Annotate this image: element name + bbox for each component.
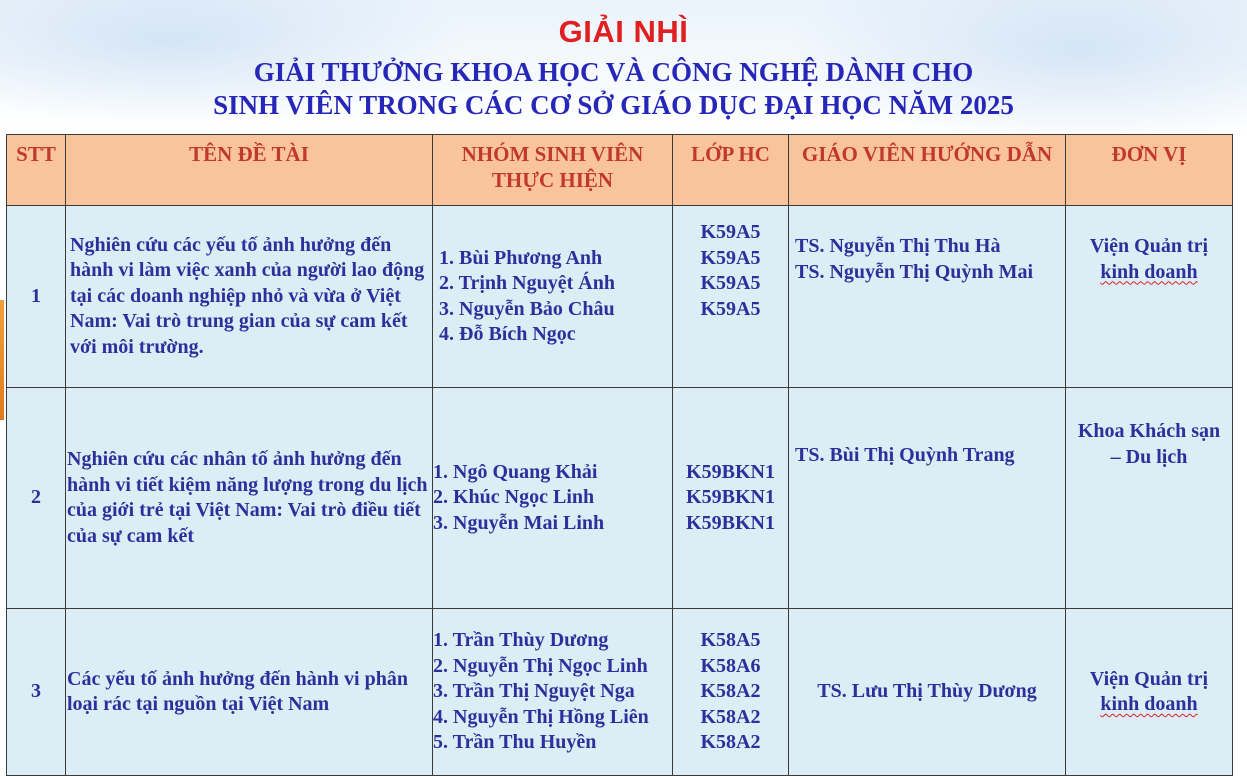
row-advisors	[789, 609, 1066, 776]
table-row	[7, 609, 1233, 776]
student-name: 2. Nguyễn Thị Ngọc Linh	[433, 654, 648, 677]
class-code: K58A6	[700, 654, 761, 677]
student-name: 3. Trần Thị Nguyệt Nga	[433, 680, 635, 703]
header-topic: TÊN ĐỀ TÀI	[66, 135, 433, 206]
row-students	[433, 609, 673, 776]
advisor-name: TS. Nguyễn Thị Thu Hà	[795, 235, 1001, 257]
row-students	[433, 206, 673, 388]
class-code: K58A5	[700, 629, 761, 652]
row-stt: 1	[7, 206, 66, 388]
student-name: 3. Nguyễn Mai Linh	[433, 511, 605, 534]
row-students	[433, 388, 673, 609]
header-group-line-1: NHÓM SINH VIÊN	[461, 142, 644, 166]
unit-line-1: Viện Quản trị	[1089, 667, 1209, 690]
row-advisors	[789, 206, 1066, 388]
student-name: 1. Trần Thùy Dương	[433, 629, 609, 652]
class-code: K58A2	[700, 680, 761, 703]
prize-title: GIẢI NHÌ	[558, 14, 689, 49]
header-group-line-2: THỰC HIỆN	[491, 168, 614, 192]
class-code: K58A2	[700, 705, 761, 728]
advisor-name: TS. Lưu Thị Thùy Dương	[817, 680, 1037, 703]
orange-edge-accent	[0, 300, 4, 420]
advisor-name: TS. Bùi Thị Quỳnh Trang	[795, 444, 1015, 466]
award-heading-line-2: SINH VIÊN TRONG CÁC CƠ SỞ GIÁO DỤC ĐẠI HỌC NĂM 2025	[213, 90, 1014, 120]
unit-line-1	[1066, 234, 1232, 260]
student-name: 1. Bùi Phương Anh	[439, 246, 603, 269]
row-stt: 2	[7, 388, 66, 609]
row-classes	[673, 388, 789, 609]
header-student-group	[433, 135, 673, 206]
header-stt: STT	[7, 135, 66, 206]
row-unit	[1066, 206, 1233, 388]
row-unit	[1066, 388, 1233, 609]
row-classes	[673, 206, 789, 388]
class-code: K59A5	[700, 221, 761, 243]
class-code: K59BKN1	[686, 511, 775, 534]
table-row	[7, 206, 1233, 388]
class-code: K59BKN1	[686, 486, 775, 509]
student-name: 1. Ngô Quang Khải	[433, 460, 598, 483]
row-topic: Các yếu tố ảnh hưởng đến hành vi phân loại rác tại nguồn tại Việt Nam	[66, 609, 433, 776]
unit-line-2: kinh doanh	[1100, 693, 1198, 715]
student-name: 2. Khúc Ngọc Linh	[433, 486, 595, 509]
class-code: K58A2	[700, 731, 761, 754]
row-stt: 3	[7, 609, 66, 776]
table-header-row	[7, 135, 1233, 206]
table-row	[7, 388, 1233, 609]
class-code: K59A5	[700, 297, 761, 320]
unit-line-1: Khoa Khách sạn	[1077, 420, 1221, 442]
awards-table	[6, 134, 1233, 776]
row-topic: Nghiên cứu các nhân tố ảnh hưởng đến hành vi tiết kiệm năng lượng trong du lịch của giới trẻ tại Việt Nam: Vai trò điều tiết của sự cam kết	[66, 388, 433, 609]
class-code: K59A5	[700, 272, 761, 294]
advisor-name: TS. Nguyễn Thị Quỳnh Mai	[795, 260, 1034, 283]
row-classes	[673, 609, 789, 776]
unit-line-2: – Du lịch	[1110, 445, 1188, 468]
header-advisor: GIÁO VIÊN HƯỚNG DẪN	[789, 135, 1066, 206]
student-name: 2. Trịnh Nguyệt Ánh	[439, 272, 615, 294]
row-unit	[1066, 609, 1233, 776]
award-heading-line-1: GIẢI THƯỞNG KHOA HỌC VÀ CÔNG NGHỆ DÀNH CHO	[253, 57, 974, 87]
header-unit: ĐƠN VỊ	[1066, 135, 1233, 206]
row-topic: Nghiên cứu các yếu tố ảnh hưởng đến hành vi làm việc xanh của người lao động tại các doanh nghiệp nhỏ và vừa ở Việt Nam: Vai trò trung gian của sự cam kết với môi trường.	[66, 206, 433, 388]
row-advisors	[789, 388, 1066, 609]
class-code: K59A5	[700, 246, 761, 269]
student-name: 5. Trần Thu Huyền	[433, 731, 597, 754]
student-name: 3. Nguyễn Bảo Châu	[439, 297, 615, 320]
student-name: 4. Nguyễn Thị Hồng Liên	[433, 705, 649, 728]
class-code: K59BKN1	[686, 460, 775, 483]
unit-text: Viện Quản trị	[1089, 235, 1209, 257]
unit-line-2: kinh doanh	[1100, 260, 1198, 283]
student-name: 4. Đỗ Bích Ngọc	[439, 323, 576, 345]
header-class: LỚP HC	[673, 135, 789, 206]
